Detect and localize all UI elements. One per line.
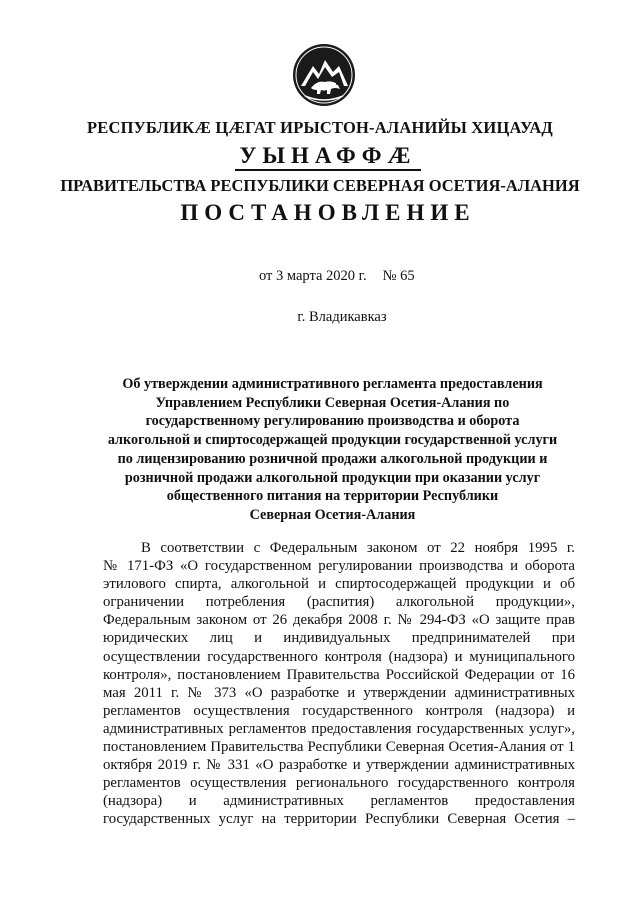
title-line: Об утверждении административного регламента предоставления [122, 376, 543, 392]
body-line: постановлением Правительства Республики Северная Осетия-Алания от 1 [103, 739, 575, 756]
body-line: юридических лиц и индивидуальных предпринимателей при [103, 630, 575, 647]
ossetian-republic-title: РЕСПУБЛИКӔ ЦӔГАТ ИРЫСТОН-АЛАНИЙЫ ХИЦАУАД [86, 118, 553, 137]
body-line: ограничении потребления (распития) алкогольной продукции», [103, 594, 575, 611]
title-line: государственному регулированию производства и оборота [145, 413, 520, 430]
ossetian-decree-text: УЫНАФФӔ [235, 143, 420, 171]
title-line: по лицензированию розничной продажи алкогольной продукции и [117, 450, 548, 467]
decree-number: № 65 [382, 268, 415, 284]
body-line: мая 2011 г. № 373 «О разработке и утверждении административных [103, 684, 575, 701]
title-line: алкогольной и спиртосодержащей продукции государственной услуги [107, 432, 558, 449]
body-line: этилового спирта, алкогольной и спиртосодержащей продукции и об [103, 576, 575, 593]
body-line: государственных услуг на территории Республики Северная Осетия – [103, 811, 575, 828]
body-line: контроля», постановлением Правительства Российской Федерации от 16 [103, 666, 575, 683]
body-line: Федеральным законом от 26 декабря 2008 г. № 294-ФЗ «О защите прав [103, 612, 575, 629]
title-line: Северная Осетия-Алания [249, 506, 416, 523]
decree-subject-title [100, 375, 565, 525]
body-line: административных регламентов предоставления государственных услуг», [103, 720, 575, 737]
government-title: ПРАВИТЕЛЬСТВА РЕСПУБЛИКИ СЕВЕРНАЯ ОСЕТИЯ-АЛАНИЯ [60, 176, 580, 195]
decree-title: ПОСТАНОВЛЕНИЕ [180, 200, 476, 225]
body-line: осуществлении государственного контроля (надзора) и муниципального [103, 648, 575, 665]
coat-of-arms-emblem-icon [291, 42, 357, 108]
ossetian-decree-title [8, 143, 640, 169]
body-line: № 171-ФЗ «О государственном регулировании производства и оборота [103, 558, 575, 575]
body-line: октября 2019 г. № 331 «О разработке и утверждении административных [103, 757, 575, 774]
body-line: В соответствии с Федеральным законом от 22 ноября 1995 г. [141, 540, 575, 556]
city-name: г. Владикавказ [297, 309, 387, 325]
body-line: (надзора) и административных регламентов предоставления [103, 793, 575, 810]
title-line: розничной продажи алкогольной продукции при оказании услуг [124, 469, 541, 486]
title-line: общественного питания на территории Республики [166, 488, 499, 505]
title-line: Управлением Республики Северная Осетия-Алания по [155, 394, 510, 411]
body-line: регламентов осуществления государственного контроля (надзора) и [103, 702, 575, 719]
decree-body-paragraph [103, 539, 575, 829]
decree-date-line [259, 268, 415, 285]
decree-date: от 3 марта 2020 г. [259, 268, 367, 284]
body-line: регламентов осуществления регионального государственного контроля [103, 775, 575, 792]
